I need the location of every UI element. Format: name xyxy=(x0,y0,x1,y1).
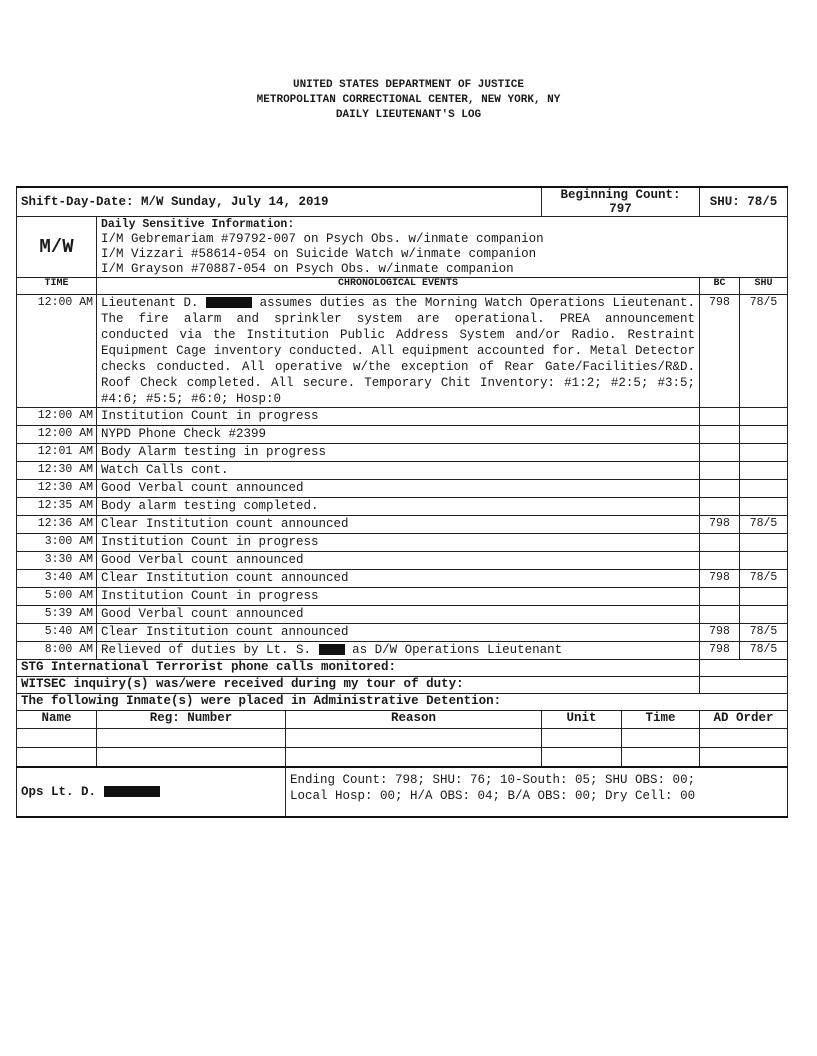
event-bc: 798 xyxy=(700,295,740,408)
event-time: 12:35 AM xyxy=(17,498,97,516)
stg-row xyxy=(17,660,788,677)
stg-monitoring: STG International Terrorist phone calls monitored: xyxy=(17,660,700,677)
event-text: Institution Count in progress xyxy=(97,408,700,426)
event-text: NYPD Phone Check #2399 xyxy=(97,426,700,444)
event-shu xyxy=(740,408,788,426)
redaction-mark xyxy=(206,297,252,308)
event-time: 3:30 AM xyxy=(17,552,97,570)
event-row xyxy=(17,606,788,624)
sensitive-line: I/M Grayson #70887-054 on Psych Obs. w/inmate companion xyxy=(101,262,514,276)
redaction-mark xyxy=(319,644,345,655)
event-row xyxy=(17,642,788,660)
event-bc xyxy=(700,534,740,552)
sensitive-line: I/M Gebremariam #79792-007 on Psych Obs. w/inmate companion xyxy=(101,232,544,246)
event-row xyxy=(17,624,788,642)
event-text-part: assumes duties as the Morning Watch Operations Lieutenant. The fire alarm and sprinkler system are operational. PREA announcement conducted via the Institution Public Address System and/or Radio. Restraint Equipment Cage inventory conducted. All equipment accounted for. Metal Detector checks conducted. All operative w/the exception of Rear Gate/Facilities/R&D. Roof Check completed. All secure. Temporary Chit Inventory: #1:2; #2:5; #3:5; #4:6; #5:5; #6:0; Hosp:0 xyxy=(101,296,695,406)
event-row xyxy=(17,552,788,570)
event-time: 12:00 AM xyxy=(17,295,97,408)
signer-label: Ops Lt. D. xyxy=(21,785,97,799)
event-text: Good Verbal count announced xyxy=(97,480,700,498)
event-time: 12:01 AM xyxy=(17,444,97,462)
event-text-part: as D/W Operations Lieutenant xyxy=(352,643,563,657)
event-time: 12:00 AM xyxy=(17,408,97,426)
event-row xyxy=(17,408,788,426)
ending-count-line: Ending Count: 798; SHU: 76; 10-South: 05; SHU OBS: 00; xyxy=(290,773,696,787)
event-shu: 78/5 xyxy=(740,295,788,408)
event-time: 12:30 AM xyxy=(17,462,97,480)
event-shu: 78/5 xyxy=(740,624,788,642)
ad-reason-header: Reason xyxy=(286,711,542,729)
event-bc: 798 xyxy=(700,570,740,588)
event-bc xyxy=(700,606,740,624)
shu-header: SHU xyxy=(740,278,788,295)
ad-row xyxy=(17,748,788,768)
event-time: 5:40 AM xyxy=(17,624,97,642)
event-time: 5:39 AM xyxy=(17,606,97,624)
event-row xyxy=(17,516,788,534)
shift-row xyxy=(17,187,788,217)
ad-header-row xyxy=(17,711,788,729)
event-bc: 798 xyxy=(700,642,740,660)
witsec-inquiry: WITSEC inquiry(s) was/were received during my tour of duty: xyxy=(17,677,700,694)
event-row xyxy=(17,295,788,408)
event-time: 3:40 AM xyxy=(17,570,97,588)
event-text: Clear Institution count announced xyxy=(97,570,700,588)
ad-reg-header: Reg: Number xyxy=(97,711,286,729)
witsec-row xyxy=(17,677,788,694)
event-text xyxy=(97,295,700,408)
daily-log xyxy=(16,186,787,818)
time-header: TIME xyxy=(17,278,97,295)
sensitive-info xyxy=(97,217,788,278)
log-title: DAILY LIEUTENANT'S LOG xyxy=(335,109,482,121)
event-row xyxy=(17,570,788,588)
event-text: Good Verbal count announced xyxy=(97,552,700,570)
ad-row xyxy=(17,729,788,748)
event-row xyxy=(17,462,788,480)
event-shu: 78/5 xyxy=(740,570,788,588)
event-bc xyxy=(700,552,740,570)
log-table xyxy=(16,186,788,818)
event-text: Institution Count in progress xyxy=(97,534,700,552)
document-header xyxy=(0,78,817,123)
sensitive-info-title: Daily Sensitive Information: xyxy=(101,218,295,231)
ad-order-header: AD Order xyxy=(700,711,788,729)
ad-name-header: Name xyxy=(17,711,97,729)
event-text xyxy=(97,642,700,660)
event-shu xyxy=(740,444,788,462)
event-time: 3:00 AM xyxy=(17,534,97,552)
event-text: Body Alarm testing in progress xyxy=(97,444,700,462)
event-row xyxy=(17,588,788,606)
event-shu xyxy=(740,552,788,570)
event-shu xyxy=(740,462,788,480)
event-bc xyxy=(700,408,740,426)
sensitive-info-row xyxy=(17,217,788,278)
event-time: 12:36 AM xyxy=(17,516,97,534)
event-row xyxy=(17,426,788,444)
event-text: Body alarm testing completed. xyxy=(97,498,700,516)
event-text: Institution Count in progress xyxy=(97,588,700,606)
events-header: CHRONOLOGICAL EVENTS xyxy=(97,278,700,295)
event-row xyxy=(17,498,788,516)
event-text: Clear Institution count announced xyxy=(97,516,700,534)
beginning-count: Beginning Count: 797 xyxy=(542,187,700,217)
signer xyxy=(17,767,286,817)
event-time: 12:30 AM xyxy=(17,480,97,498)
event-shu: 78/5 xyxy=(740,516,788,534)
event-row xyxy=(17,480,788,498)
event-bc xyxy=(700,480,740,498)
redaction-mark xyxy=(104,786,160,797)
events-header-row xyxy=(17,278,788,295)
facility-title: METROPOLITAN CORRECTIONAL CENTER, NEW YORK, NY xyxy=(256,94,561,106)
ad-unit-header: Unit xyxy=(542,711,622,729)
event-bc xyxy=(700,588,740,606)
event-time: 12:00 AM xyxy=(17,426,97,444)
event-shu xyxy=(740,480,788,498)
event-shu xyxy=(740,606,788,624)
ending-count xyxy=(286,767,788,817)
ad-title-row xyxy=(17,694,788,711)
event-text: Clear Institution count announced xyxy=(97,624,700,642)
event-shu xyxy=(740,426,788,444)
ad-time-header: Time xyxy=(622,711,700,729)
shu-count: SHU: 78/5 xyxy=(700,187,788,217)
ending-row xyxy=(17,767,788,817)
event-time: 8:00 AM xyxy=(17,642,97,660)
event-text: Watch Calls cont. xyxy=(97,462,700,480)
event-bc xyxy=(700,426,740,444)
event-time: 5:00 AM xyxy=(17,588,97,606)
event-row xyxy=(17,534,788,552)
event-bc: 798 xyxy=(700,516,740,534)
shift-day-date: Shift-Day-Date: M/W Sunday, July 14, 2019 xyxy=(17,187,542,217)
event-bc xyxy=(700,498,740,516)
event-shu xyxy=(740,534,788,552)
event-shu xyxy=(740,498,788,516)
event-text: Good Verbal count announced xyxy=(97,606,700,624)
ending-count-line: Local Hosp: 00; H/A OBS: 04; B/A OBS: 00; Dry Cell: 00 xyxy=(290,789,696,803)
event-bc xyxy=(700,444,740,462)
event-bc: 798 xyxy=(700,624,740,642)
event-text-part: Lieutenant D. xyxy=(101,296,199,310)
event-text-part: Relieved of duties by Lt. S. xyxy=(101,643,312,657)
event-shu xyxy=(740,588,788,606)
bc-header: BC xyxy=(700,278,740,295)
department-title: UNITED STATES DEPARTMENT OF JUSTICE xyxy=(292,79,525,91)
sensitive-line: I/M Vizzari #58614-054 on Suicide Watch w/inmate companion xyxy=(101,247,537,261)
event-shu: 78/5 xyxy=(740,642,788,660)
ad-title: The following Inmate(s) were placed in Administrative Detention: xyxy=(17,694,788,711)
event-bc xyxy=(700,462,740,480)
shift-code: M/W xyxy=(17,217,97,278)
event-row xyxy=(17,444,788,462)
